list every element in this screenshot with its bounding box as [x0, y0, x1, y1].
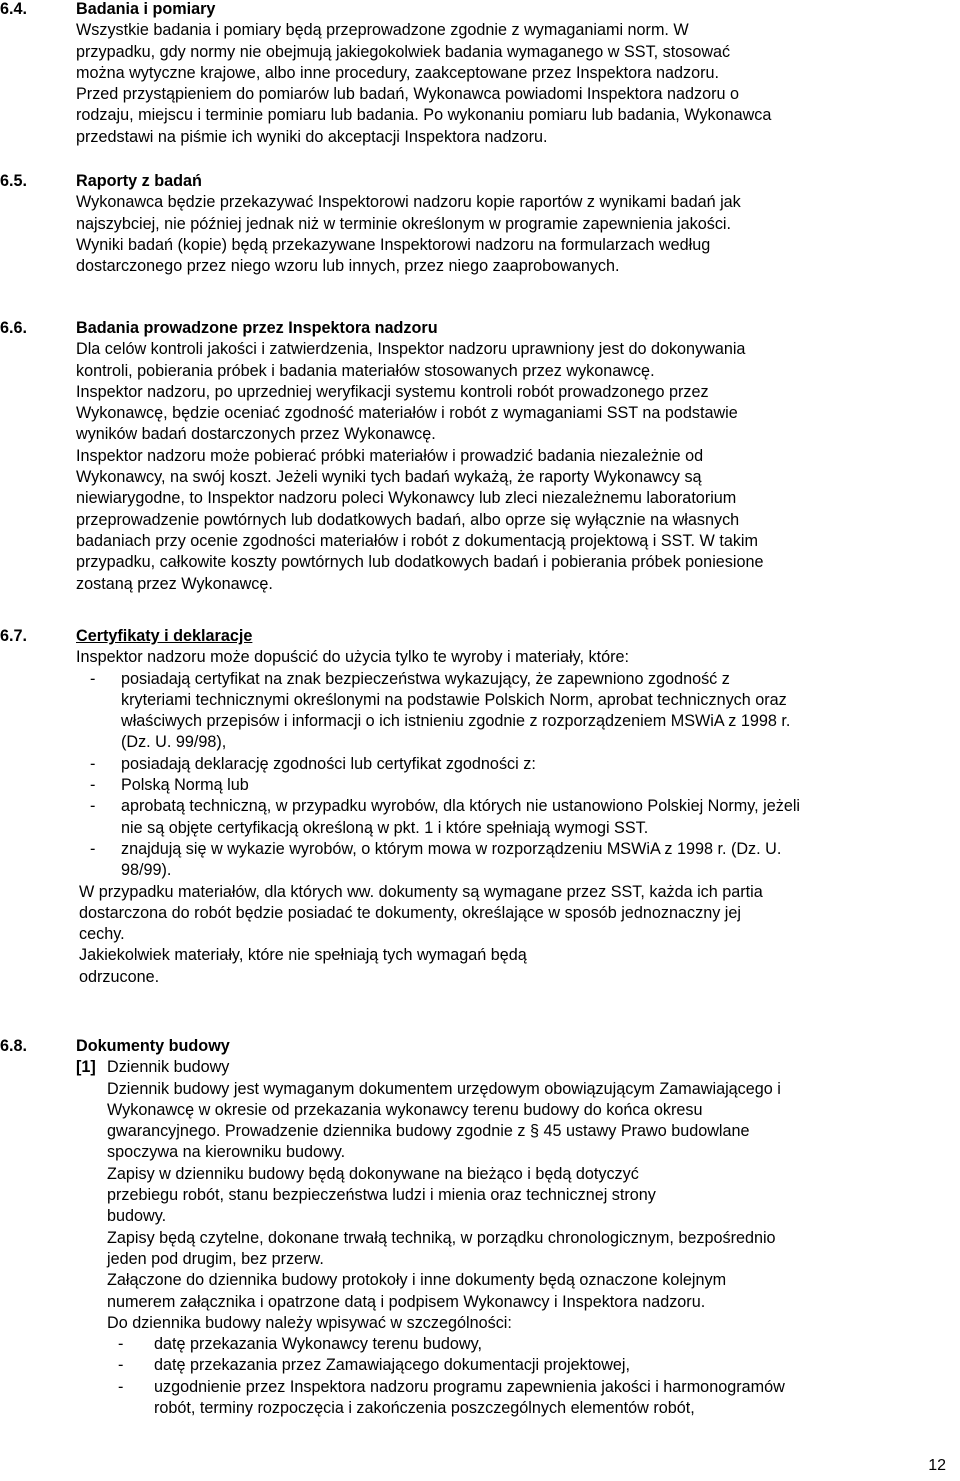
diary-entry-list — [0, 1334, 960, 1419]
body-line: Wyniki badań (kopie) będą przekazywane Inspektorowi nadzoru na formularzach według — [76, 235, 711, 254]
list-line: datę przekazania Wykonawcy terenu budowy, — [154, 1335, 482, 1354]
subsection-number: [1] — [76, 1058, 96, 1077]
body-line: Wykonawcę, będzie oceniać zgodność materiałów i robót z wymaganiami SST na podstawie — [76, 404, 738, 423]
body-line: budowy. — [107, 1207, 167, 1226]
body-line: przedstawi na piśmie ich wyniki do akceptacji Inspektora nadzoru. — [76, 127, 548, 146]
body-line: niewiarygodne, to Inspektor nadzoru poleci Wykonawcy lub zleci niezależnemu laboratorium — [76, 489, 737, 508]
body-line: Inspektor nadzoru, po uprzedniej weryfikacji systemu kontroli robót prowadzonego przez — [76, 382, 709, 401]
body-line: kontroli, pobierania próbek i badania materiałów stosowanych przez wykonawcę. — [76, 361, 655, 380]
body-line: cechy. — [79, 925, 125, 944]
section-title: Certyfikaty i deklaracje — [76, 627, 253, 645]
list-line: (Dz. U. 99/98), — [121, 733, 227, 752]
list-line: aprobatą techniczną, w przypadku wyrobów, dla których nie ustanowiono Polskiej Normy, jeżeli — [121, 797, 801, 816]
section-6-7 — [0, 626, 960, 988]
list-dash: - — [118, 1356, 124, 1375]
section-number: 6.4. — [0, 0, 28, 18]
body-line: Załączone do dziennika budowy protokoły i inne dokumenty będą oznaczone kolejnym — [107, 1271, 727, 1290]
body-line: gwarancyjnego. Prowadzenie dziennika budowy zgodnie z § 45 ustawy Prawo budowlane — [107, 1122, 750, 1141]
list-line: znajdują się w wykazie wyrobów, o którym mowa w rozporządzeniu MSWiA z 1998 r. (Dz. U. — [121, 839, 782, 858]
body-line: spoczywa na kierowniku budowy. — [107, 1143, 346, 1162]
requirement-list — [0, 669, 960, 882]
body-line: zostaną przez Wykonawcę. — [76, 574, 273, 593]
body-line: Wykonawcy, na swój koszt. Jeżeli wyniki tych badań wykażą, że raporty Wykonawcy są — [76, 468, 702, 487]
list-line: posiadają certyfikat na znak bezpieczeństwa wykazujący, że zapewniono zgodność z — [121, 669, 730, 688]
list-dash: - — [90, 754, 96, 773]
list-dash: - — [90, 776, 96, 795]
body-line: najszybciej, nie później jednak niż w terminie określonym w programie zapewnienia jakości. — [76, 214, 732, 233]
list-item — [0, 839, 960, 882]
body-line: Do dziennika budowy należy wpisywać w szczególności: — [107, 1313, 512, 1332]
body-line: Wykonawca będzie przekazywać Inspektorowi nadzoru kopie raportów z wynikami badań jak — [76, 193, 741, 212]
list-line: Polską Normą lub — [121, 776, 249, 795]
body-line: Dziennik budowy jest wymaganym dokumentem urzędowym obowiązującym Zamawiającego i — [107, 1079, 781, 1098]
list-dash: - — [90, 669, 96, 688]
body-line: numerem załącznika i opatrzone datą i podpisem Wykonawcy i Inspektora nadzoru. — [107, 1292, 706, 1311]
body-line: wyników badań dostarczonych przez Wykonawcę. — [76, 425, 436, 444]
body-line: przypadku, całkowite koszty powtórnych lub dodatkowych badań i pobierania próbek poniesione — [76, 553, 764, 572]
section-6-4 — [0, 0, 960, 148]
body-line: Zapisy będą czytelne, dokonane trwałą techniką, w porządku chronologicznym, bezpośrednio — [107, 1228, 776, 1247]
list-item — [0, 669, 960, 754]
section-title: Badania i pomiary — [76, 0, 216, 18]
list-dash: - — [90, 839, 96, 858]
list-item — [0, 1355, 960, 1376]
body-line: Wykonawcę w okresie od przekazania wykonawcy terenu budowy do końca okresu — [107, 1100, 703, 1119]
page-number: 12 — [928, 1457, 946, 1474]
body-line: rodzaju, miejscu i terminie pomiaru lub badania. Po wykonaniu pomiaru lub badania, Wykonawca — [76, 106, 772, 125]
body-line: badaniach przy ocenie zgodności materiałów i robót z dokumentacją projektową i SST. W takim — [76, 531, 758, 550]
list-line: nie są objęte certyfikacją określoną w pkt. 1 i które spełniają wymogi SST. — [121, 818, 649, 837]
body-line: przeprowadzenie powtórnych lub dodatkowych badań, albo oprze się wyłącznie na własnych — [76, 510, 740, 529]
list-line: 98/99). — [121, 861, 172, 880]
body-line: dostarczonego przez niego wzoru lub innych, przez niego zaaprobowanych. — [76, 257, 620, 276]
list-line: robót, terminy rozpoczęcia i zakończenia poszczególnych elementów robót, — [154, 1399, 695, 1418]
section-number: 6.5. — [0, 172, 28, 190]
section-title: Badania prowadzone przez Inspektora nadzoru — [76, 319, 438, 337]
body-line: przypadku, gdy normy nie obejmują jakiegokolwiek badania wymaganego w SST, stosować — [76, 42, 731, 61]
section-intro: Inspektor nadzoru może dopuścić do użycia tylko te wyroby i materiały, które: — [76, 648, 630, 667]
list-line: kryteriami technicznymi określonymi na podstawie Polskich Norm, aprobat technicznych oraz — [121, 690, 787, 709]
section-number: 6.6. — [0, 319, 28, 337]
list-dash: - — [118, 1377, 124, 1396]
body-line: dostarczona do robót będzie posiadać te dokumenty, określające w sposób jednoznaczny jej — [79, 903, 741, 922]
body-line: Jakiekolwiek materiały, które nie spełniają tych wymagań będą — [79, 946, 527, 965]
subsection-1 — [76, 1057, 960, 1419]
section-number: 6.7. — [0, 627, 28, 645]
list-item — [0, 754, 960, 775]
list-dash: - — [118, 1335, 124, 1354]
body-line: Dla celów kontroli jakości i zatwierdzenia, Inspektor nadzoru uprawniony jest do dokonywania — [76, 340, 746, 359]
body-line: jeden pod drugim, bez przerw. — [107, 1249, 324, 1268]
body-line: Przed przystąpieniem do pomiarów lub badań, Wykonawca powiadomi Inspektora nadzoru o — [76, 85, 739, 104]
subsection-title: Dziennik budowy — [107, 1058, 230, 1077]
section-after — [76, 882, 960, 988]
body-line: Zapisy w dzienniku budowy będą dokonywane na bieżąco i będą dotyczyć — [107, 1164, 639, 1183]
subsection-body — [107, 1079, 960, 1335]
section-6-6 — [0, 318, 960, 595]
section-title: Raporty z badań — [76, 172, 202, 190]
section-number: 6.8. — [0, 1037, 28, 1055]
list-item — [0, 775, 960, 796]
section-body — [76, 339, 960, 595]
list-item — [0, 796, 960, 839]
list-item — [0, 1377, 960, 1420]
body-line: odrzucone. — [79, 967, 160, 986]
section-body — [76, 192, 960, 277]
body-line: można wytyczne krajowe, albo inne procedury, zaakceptowane przez Inspektora nadzoru. — [76, 63, 720, 82]
list-line: uzgodnienie przez Inspektora nadzoru programu zapewnienia jakości i harmonogramów — [154, 1377, 785, 1396]
section-body — [76, 20, 960, 148]
body-line: Inspektor nadzoru może pobierać próbki materiałów i prowadzić badania niezależnie od — [76, 446, 704, 465]
list-item — [0, 1334, 960, 1355]
list-dash: - — [90, 797, 96, 816]
list-line: datę przekazania przez Zamawiającego dokumentacji projektowej, — [154, 1356, 630, 1375]
list-line: właściwych przepisów i informacji o ich istnieniu zgodnie z rozporządzeniem MSWiA z 1998 r. — [121, 712, 791, 731]
body-line: W przypadku materiałów, dla których ww. dokumenty są wymagane przez SST, każda ich partia — [79, 882, 763, 901]
section-6-5 — [0, 171, 960, 277]
body-line: przebiegu robót, stanu bezpieczeństwa ludzi i mienia oraz technicznej strony — [107, 1186, 656, 1205]
section-title: Dokumenty budowy — [76, 1037, 230, 1055]
section-6-8 — [0, 1036, 960, 1419]
body-line: Wszystkie badania i pomiary będą przeprowadzone zgodnie z wymaganiami norm. W — [76, 21, 689, 40]
list-line: posiadają deklarację zgodności lub certyfikat zgodności z: — [121, 754, 536, 773]
